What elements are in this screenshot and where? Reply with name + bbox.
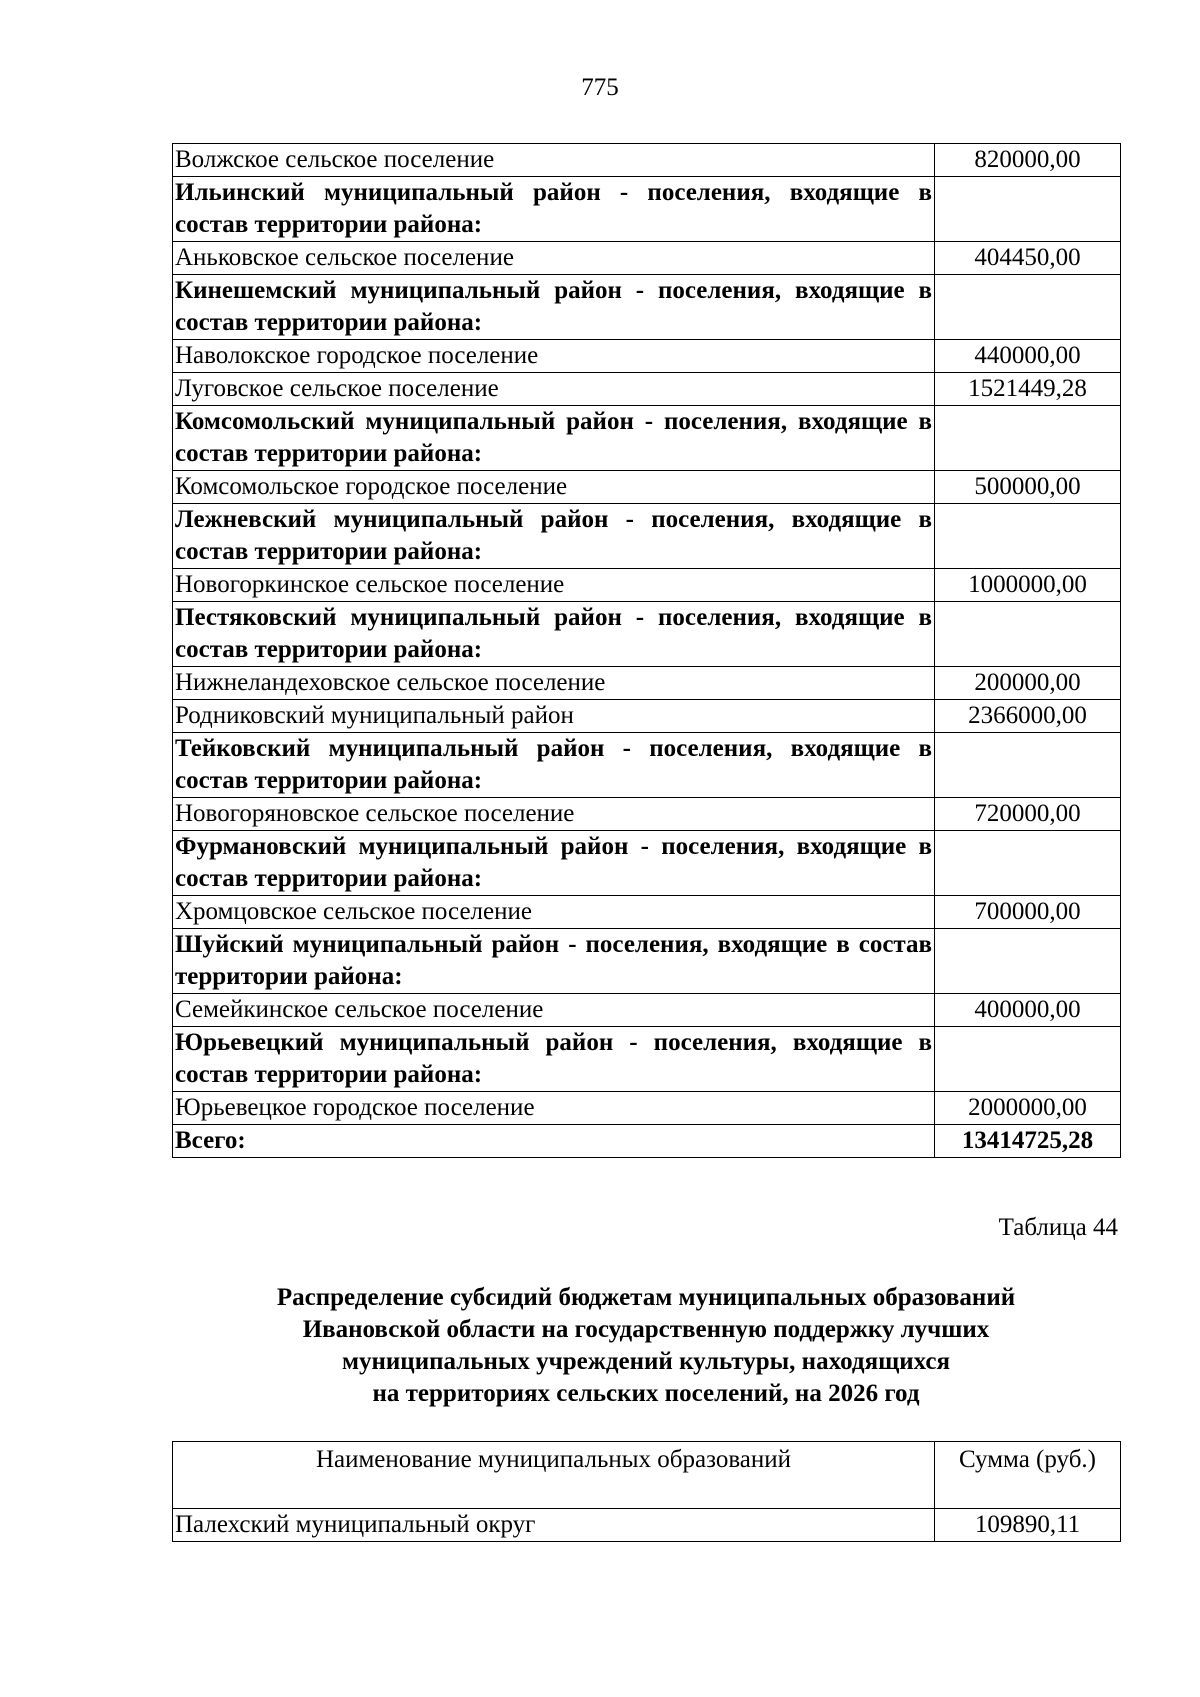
municipality-name: Наволокское городское поселение [173, 340, 935, 373]
district-heading: Комсомольский муниципальный район - поселения, входящие в состав территории района: [173, 406, 935, 471]
table-title-line: муниципальных учреждений культуры, находящихся [341, 1348, 951, 1375]
municipality-name: Хромцовское сельское поселение [173, 896, 935, 929]
district-heading: Тейковский муниципальный район - поселения, входящие в состав территории района: [173, 733, 935, 798]
table-row [173, 1092, 1121, 1125]
subsidy-amount: 720000,00 [935, 798, 1121, 831]
municipality-name: Комсомольское городское поселение [173, 471, 935, 504]
subsidy-amount: 440000,00 [935, 340, 1121, 373]
table-row [173, 798, 1121, 831]
subsidy-amount [935, 733, 1121, 798]
municipality-name: Аньковское сельское поселение [173, 242, 935, 275]
table-row [173, 994, 1121, 1027]
district-heading-row [173, 831, 1121, 896]
subsidy-amount: 200000,00 [935, 667, 1121, 700]
table-row [173, 373, 1121, 406]
subsidy-amount: 109890,11 [935, 1509, 1121, 1542]
subsidy-amount [935, 504, 1121, 569]
subsidy-amount [935, 1027, 1121, 1092]
table-row [173, 471, 1121, 504]
municipality-name: Семейкинское сельское поселение [173, 994, 935, 1027]
district-heading-row [173, 406, 1121, 471]
total-row [173, 1125, 1121, 1158]
district-heading-row [173, 275, 1121, 340]
table-row [173, 667, 1121, 700]
table-row [173, 896, 1121, 929]
district-heading-row [173, 929, 1121, 994]
subsidy-amount: 500000,00 [935, 471, 1121, 504]
municipality-name: Палехский муниципальный округ [173, 1509, 935, 1542]
subsidy-amount: 404450,00 [935, 242, 1121, 275]
header-name: Наименование муниципальных образований [173, 1442, 935, 1509]
table-row [173, 1509, 1121, 1542]
total-label: Всего: [173, 1125, 935, 1158]
header-amount: Сумма (руб.) [935, 1442, 1121, 1509]
district-heading-row [173, 504, 1121, 569]
page-number: 775 [581, 74, 619, 101]
subsidy-amount [935, 831, 1121, 896]
subsidy-amount: 1521449,28 [935, 373, 1121, 406]
district-heading: Лежневский муниципальный район - поселения, входящие в состав территории района: [173, 504, 935, 569]
subsidy-table-continued [172, 143, 1121, 1158]
table-row [173, 144, 1121, 177]
district-heading-row [173, 177, 1121, 242]
table-number-label: Таблица 44 [998, 1214, 1118, 1241]
municipality-name: Нижнеландеховское сельское поселение [173, 667, 935, 700]
subsidy-amount [935, 929, 1121, 994]
district-heading: Кинешемский муниципальный район - поселения, входящие в состав территории района: [173, 275, 935, 340]
subsidy-amount: 1000000,00 [935, 569, 1121, 602]
table-row [173, 700, 1121, 733]
district-heading: Шуйский муниципальный район - поселения, входящие в состав территории района: [173, 929, 935, 994]
table-header-row [173, 1442, 1121, 1509]
subsidy-amount [935, 275, 1121, 340]
district-heading: Фурмановский муниципальный район - поселения, входящие в состав территории района: [173, 831, 935, 896]
subsidy-amount: 2000000,00 [935, 1092, 1121, 1125]
subsidy-amount [935, 177, 1121, 242]
district-heading-row [173, 1027, 1121, 1092]
table-title [172, 1282, 1120, 1410]
municipality-name: Волжское сельское поселение [173, 144, 935, 177]
municipality-name: Новогоряновское сельское поселение [173, 798, 935, 831]
subsidy-amount: 820000,00 [935, 144, 1121, 177]
municipality-name: Юрьевецкое городское поселение [173, 1092, 935, 1125]
culture-subsidy-table [172, 1441, 1121, 1542]
table-title-line: на территориях сельских поселений, на 2026 год [372, 1380, 920, 1407]
table-row [173, 242, 1121, 275]
district-heading: Ильинский муниципальный район - поселения, входящие в состав территории района: [173, 177, 935, 242]
subsidy-amount: 2366000,00 [935, 700, 1121, 733]
total-amount: 13414725,28 [935, 1125, 1121, 1158]
table-row [173, 569, 1121, 602]
district-heading: Пестяковский муниципальный район - поселения, входящие в состав территории района: [173, 602, 935, 667]
table-title-line: Распределение субсидий бюджетам муниципальных образований [276, 1284, 1016, 1311]
municipality-name: Луговское сельское поселение [173, 373, 935, 406]
municipality-name: Новогоркинское сельское поселение [173, 569, 935, 602]
table-row [173, 340, 1121, 373]
table-body [173, 144, 1121, 1125]
district-heading-row [173, 602, 1121, 667]
municipality-name: Родниковский муниципальный район [173, 700, 935, 733]
district-heading: Юрьевецкий муниципальный район - поселения, входящие в состав территории района: [173, 1027, 935, 1092]
subsidy-amount [935, 406, 1121, 471]
table-title-line: Ивановской области на государственную поддержку лучших [302, 1316, 990, 1343]
subsidy-amount [935, 602, 1121, 667]
district-heading-row [173, 733, 1121, 798]
subsidy-amount: 700000,00 [935, 896, 1121, 929]
subsidy-amount: 400000,00 [935, 994, 1121, 1027]
